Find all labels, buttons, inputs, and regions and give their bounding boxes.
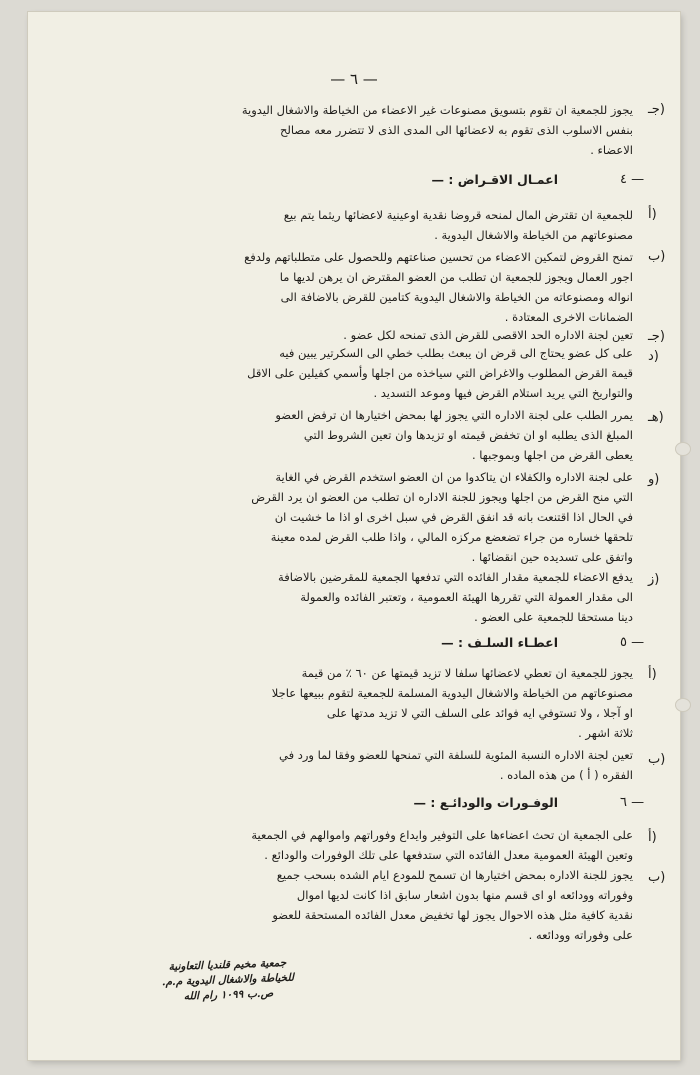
clause-line: على الجمعية ان تحث اعضاءها على التوفير وايداع وفوراتهم واموالهم في الجمعية — [251, 828, 633, 842]
clause-line: يدفع الاعضاء للجمعية مقدار الفائده التي تدفعها الجمعية للمقرضين بالاضافة — [278, 570, 633, 584]
page-number: — ٦ — — [330, 70, 378, 88]
clause-line: يجوز للجمعية ان تقوم بتسويق مصنوعات غير الاعضاء من الخياطة والاشغال اليدوية — [241, 103, 633, 117]
clause-marker: د) — [648, 349, 659, 364]
section-heading: اعمـال الاقـراض : — — [431, 172, 558, 187]
clause-line: اجور العمال ويجوز للجمعية ان تطلب من العضو المقترض ان يرهن لديها ما — [279, 270, 633, 284]
clause-line: يمرر الطلب على لجنة الاداره التي يجوز لها بمحض اختيارها ان ترفض العضو — [275, 408, 633, 422]
organization-stamp — [147, 955, 308, 1006]
clause-line: ثلاثة اشهر . — [578, 726, 633, 740]
clause-line: تلحقها خساره من جراء تضعضع مركزه المالي ، واذا طلب القرض لمده معينة — [270, 530, 633, 544]
section-number: ٥ — — [620, 635, 645, 650]
clause-marker: أ) — [648, 667, 657, 682]
clause-line: مصنوعاتهم من الخياطة والاشغال اليدوية المسلمة للجمعية لتقوم ببيعها عاجلا — [271, 686, 633, 700]
clause-marker: جـ) — [648, 329, 665, 344]
clause-marker: و) — [648, 472, 660, 487]
clause-line: تمنح القروض لتمكين الاعضاء من تحسين صناعتهم وللحصول على متطلباتهم ولدفع — [244, 250, 633, 264]
clause-line: نقدية كافية مثل هذه الاحوال يجوز لها تخفيض معدل الفائده المستحقة للعضو — [272, 908, 633, 922]
section-number: ٦ — — [620, 795, 645, 810]
clause-line: على وفوراته وودائعه . — [528, 928, 633, 942]
clause-line: والتواريخ التي يريد استلام القرض فيها وموعد التسديد . — [373, 386, 633, 400]
clause-line: تعين لجنة الاداره النسبة المئوية للسلفة التي تمنحها للعضو وفقا لما ورد في — [278, 748, 633, 762]
section-heading: اعطـاء السلـف : — — [441, 635, 558, 650]
clause-line: على لجنة الاداره والكفلاء ان يتاكدوا من ان العضو استخدم القرض في الغاية — [275, 470, 633, 484]
stamp-line: للخياطة والاشغال اليدوية م.م. — [161, 971, 295, 989]
clause-line: الفقره ( أ ) من هذه الماده . — [499, 768, 633, 782]
punch-hole-bottom — [675, 698, 691, 712]
clause-marker: جـ) — [648, 102, 665, 117]
punch-hole-top — [675, 442, 691, 456]
clause-marker: ب) — [648, 752, 666, 767]
clause-line: يعطى القرض من اجلها وبموجبها . — [471, 448, 633, 462]
clause-marker: ب) — [648, 870, 666, 885]
stamp-line: جمعية مخيم قلنديا التعاونية — [168, 956, 287, 974]
clause-marker: أ) — [648, 830, 657, 845]
clause-line: الضمانات الاخرى المعتادة . — [504, 310, 633, 324]
clause-line: انواله ومصنوعاته من الخياطة والاشغال اليدوية كتامين للقرض بالاضافة الى — [280, 290, 633, 304]
clause-line: التي منح القرض من اجلها ويجوز للجنة الاداره ان تطلب من العضو ان يرد القرض — [251, 490, 633, 504]
clause-line: المبلغ الذى يطلبه او ان تخفض قيمته او تزيدها وان تعين الشروط التي — [303, 428, 633, 442]
clause-line: الى مقدار العمولة التي تقررها الهيئة العمومية ، وتعتبر الفائده والعمولة — [300, 590, 633, 604]
section-heading: الوفـورات والودائـع : — — [413, 795, 558, 810]
clause-line: بنفس الاسلوب الذى تقوم به لاعضائها الى المدى الذى لا تتضرر معه مصالح — [279, 123, 633, 137]
document-page — [28, 12, 680, 1060]
clause-line: يجوز للجمعية ان تعطي لاعضائها سلفا لا تزيد قيمتها عن ٦٠ ٪ من قيمة — [301, 666, 633, 680]
clause-line: مصنوعاتهم من الخياطة والاشغال اليدوية . — [434, 228, 633, 242]
section-number: ٤ — — [620, 172, 645, 187]
clause-marker: أ) — [648, 207, 657, 222]
clause-line: على كل عضو يحتاج الى قرض ان يبعث بطلب خطي الى السكرتير يبين فيه — [279, 346, 633, 360]
clause-line: واتفق على تسديده حين انقضائها . — [471, 550, 633, 564]
clause-marker: هـ) — [648, 410, 664, 425]
clause-marker: ب) — [648, 249, 666, 264]
stamp-line: ص.ب ١٠٩٩ رام الله — [183, 987, 274, 1003]
clause-line: للجمعية ان تقترض المال لمنحه قروضا نقدية اوعينية لاعضائها ريثما يتم بيع — [283, 208, 633, 222]
clause-line: دينا مستحقا للجمعية على العضو . — [474, 610, 633, 624]
clause-line: في الحال اذا اقتنعت بانه قد انفق القرض في سبل اخرى او اذا ما خشيت ان — [274, 510, 633, 524]
clause-line: قيمة القرض المطلوب والاغراض التي سياخذه من اجلها وأسمي كفيلين على الاقل — [247, 366, 633, 380]
clause-line: تعين لجنة الاداره الحد الاقصى للقرض الذى تمنحه لكل عضو . — [343, 328, 633, 342]
clause-line: او آجلا ، ولا تستوفي ايه فوائد على السلف التي لا تزيد مدتها على — [326, 706, 633, 720]
clause-line: يجوز للجنة الاداره بمحض اختيارها ان تسمح للمودع ايام الشده بسحب جميع — [276, 868, 633, 882]
clause-line: وفوراته وودائعه او اى قسم منها بدون اشعار سابق اذا كانت لديها اموال — [296, 888, 633, 902]
clause-line: الاعضاء . — [590, 143, 633, 157]
clause-marker: ز) — [648, 572, 660, 587]
clause-line: وتعين الهيئة العمومية معدل الفائده التي ستدفعها على تلك الوفورات والودائع . — [264, 848, 633, 862]
